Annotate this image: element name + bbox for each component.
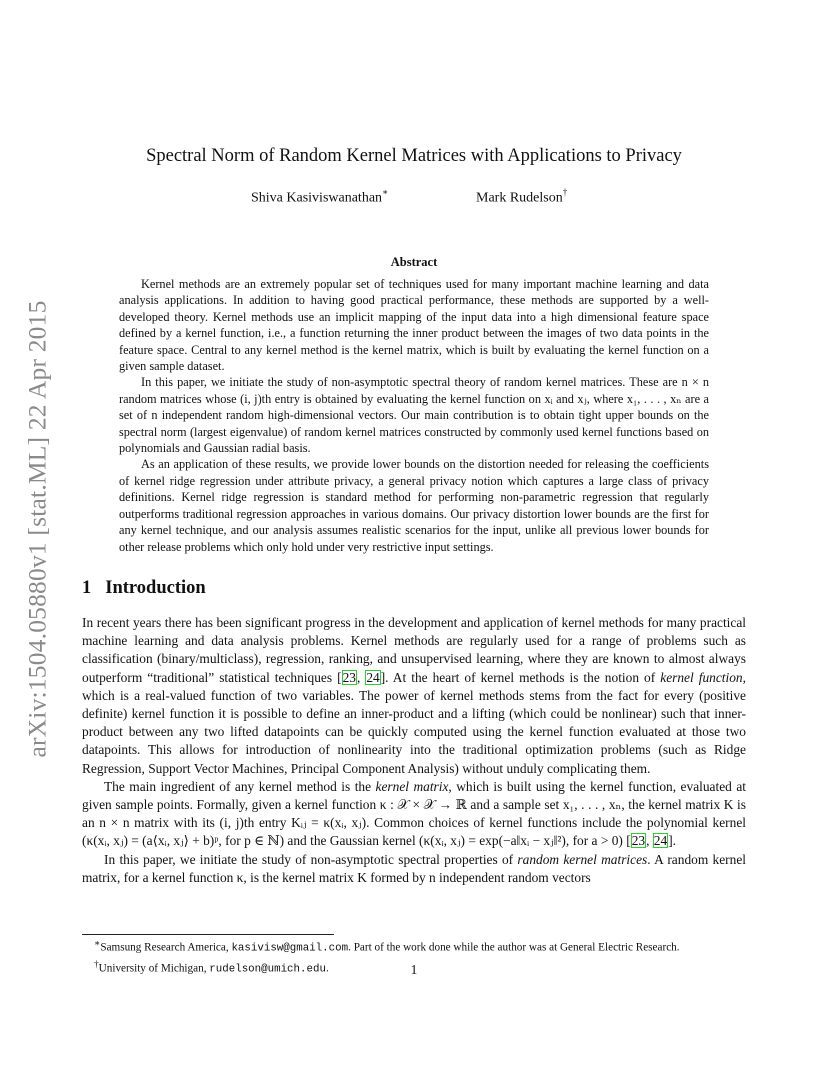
body-paragraph: The main ingredient of any kernel method is the kernel matrix, which is built using the kernel function, evaluated at given sample points. Formally, given a kernel function κ : 𝒳 × 𝒳 → ℝ and a sample set x₁, . . . , xₙ, the kernel matrix K is an n × n matrix with its (i, j)th entry Kᵢⱼ = κ(xᵢ, xⱼ). Common choices of kernel functions include the polynomial kernel (κ(xᵢ, xⱼ) = (a⟨xᵢ, xⱼ⟩ + b)ᵖ, for p ∈ ℕ) and the Gaussian kernel (κ(xᵢ, xⱼ) = exp(−a‖xᵢ − xⱼ‖²), for a > 0) [23, 24]. [82,778,746,849]
paper-title: Spectral Norm of Random Kernel Matrices with Applications to Privacy [146,146,682,166]
citation-link[interactable]: 24 [366,669,380,685]
citation-link[interactable]: 24 [653,833,668,849]
author-list [0,188,828,208]
arxiv-identifier: arXiv:1504.05880v1 [stat.ML] 22 Apr 2015 [23,300,53,758]
footnote-rule [82,934,334,935]
email-link[interactable]: kasivisw@gmail.com [231,942,349,955]
footnote: ∗Samsung Research America, kasivisw@gmail.com. Part of the work done while the author was at General Electric Research. [94,939,680,955]
body-text [82,614,746,887]
author-2 [476,188,567,207]
section-heading [82,577,206,599]
author-footnote-mark: † [562,187,568,197]
citation-link[interactable]: 23 [631,833,646,849]
emphasis: kernel function [660,669,743,685]
emphasis: random kernel matrices [517,851,648,867]
abstract-paragraph: As an application of these results, we provide lower bounds on the distortion needed for releasing the coefficients of kernel ridge regression under attribute privacy, a general privacy notion which captures a large class of privacy definitions. Kernel ridge regression is standard method for performing non-parametric regression that regularly outperforms traditional regression approaches in various domains. Our privacy distortion lower bounds are the first for any kernel technique, and our analysis assumes realistic scenarios for the input, unlike all previous lower bounds for other release problems which only hold under very restrictive input settings. [119,457,709,554]
author-footnote-mark: ∗ [382,187,389,197]
section-title: Introduction [105,578,206,598]
abstract-paragraph: Kernel methods are an extremely popular set of techniques used for many important machine learning and data analysis applications. In addition to having good practical performance, these methods are supported by a well-developed theory. Kernel methods use an implicit mapping of the input data into a high dimensional feature space defined by a kernel function, i.e., a function returning the inner product between the images of two data points in the feature space. Central to any kernel method is the kernel matrix, which is built by evaluating the kernel function on a given sample dataset. [119,277,709,374]
body-paragraph: In recent years there has been significant progress in the development and application of kernel methods for many practical machine learning and data analysis problems. Kernel methods are regularly used for a range of problems such as classification (binary/multiclass), regression, ranking, and unsupervised learning, where they are known to almost always outperform “traditional” statistical techniques [23, 24]. At the heart of kernel methods is the notion of kernel function, which is a real-valued function of two variables. The power of kernel methods stems from the fact for every (positive definite) kernel function it is possible to define an inner-product and a lifting (which could be nonlinear) such that inner-product between any two lifted datapoints can be quickly computed using the kernel function evaluated at those two datapoints. This allows for introduction of nonlinearity into the traditional optimization problems (such as Ridge Regression, Support Vector Machines, Principal Component Analysis) without unduly complicating them. [82,615,746,776]
section-number: 1 [82,578,92,598]
author-name: Mark Rudelson [476,190,563,206]
author-name: Shiva Kasiviswanathan [251,190,383,206]
footnote: †University of Michigan, rudelson@umich.edu. [94,959,329,976]
abstract-paragraph: In this paper, we initiate the study of non-asymptotic spectral theory of random kernel matrices. These are n × n random matrices whose (i, j)th entry is obtained by evaluating the kernel function on xᵢ and xⱼ, where x₁, . . . , xₙ are a set of n independent random high-dimensional vectors. Our main contribution is to obtain tight upper bounds on the spectral norm (largest eigenvalue) of random kernel matrices constructed by commonly used kernel functions based on polynomials and Gaussian radial basis. [119,375,709,456]
citation-link[interactable]: 23 [342,669,356,685]
arxiv-side-stamp [23,284,53,774]
page-number: 1 [410,962,418,977]
body-paragraph: In this paper, we initiate the study of non-asymptotic spectral properties of random kernel matrices. A random kernel matrix, for a kernel function κ, is the kernel matrix K formed by n independent random vectors [82,851,746,885]
abstract-body [119,276,709,555]
emphasis: kernel matrix [375,778,449,794]
email-link[interactable]: rudelson@umich.edu [209,963,326,976]
author-1 [251,188,388,207]
abstract-heading: Abstract [390,255,438,269]
